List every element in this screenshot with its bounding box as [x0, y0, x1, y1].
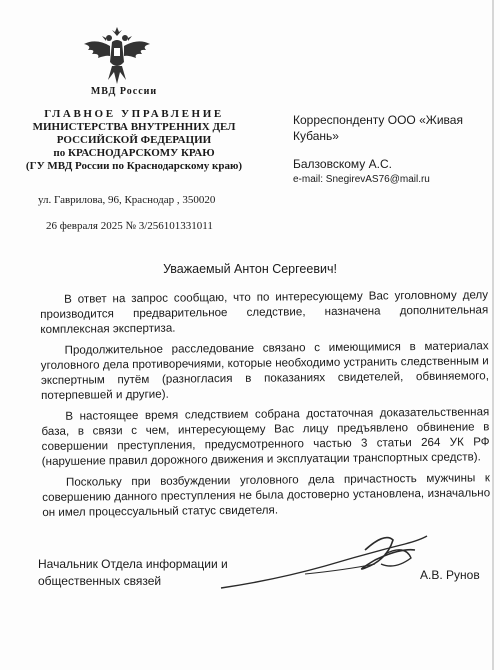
- org-line: (ГУ МВД России по Краснодарскому краю): [25, 160, 243, 172]
- recipient-name: Балзовскому А.С.: [293, 157, 392, 171]
- body-paragraph: В ответ на запрос сообщаю, что по интересующему Вас уголовному делу производится предварительное следствие, назначена дополнительная комплексная экспертиза.: [40, 288, 489, 336]
- body-paragraph: Поскольку при возбуждении уголовного дела причастность мужчины к совершению данного преступления не была достоверно установлена, изначально он имел процессуальный статус свидетеля.: [42, 471, 491, 519]
- page-edge-divider: [492, 0, 494, 670]
- org-address: ул. Гаврилова, 96, Краснодар , 350020: [38, 194, 216, 206]
- letter-greeting: Уважаемый Антон Сергеевич!: [163, 262, 337, 276]
- double-headed-eagle-emblem-icon: [82, 26, 152, 88]
- body-paragraph: Продолжительное расследование связано с имеющимися в материалах уголовного дела противоречиями, которые необходимо устранить следственным и экспертным путём (разногласия в показаниях свидетелей, обвиняемого, потерпевшей и другие).: [40, 339, 489, 402]
- signatory-position: [38, 556, 228, 590]
- org-line: РОССИЙСКОЙ ФЕДЕРАЦИИ: [56, 134, 212, 146]
- org-line: ГЛАВНОЕ УПРАВЛЕНИЕ: [44, 108, 224, 120]
- letter-body: [40, 287, 490, 526]
- body-paragraph: В настоящее время следствием собрана достаточная доказательственная база, в связи с чем, интересующему Вас лицу предъявлено обвинение в совершении преступления, предусмотренного частью 3 статьи 264 УК РФ (нарушение правил дорожного движения и эксплуатации транспортных средств).: [41, 405, 490, 468]
- position-line: Начальник Отдела информации и: [38, 557, 228, 571]
- recipient-line: Кубань»: [293, 129, 339, 143]
- document-date-number: 26 февраля 2025 № 3/256101331011: [46, 220, 213, 232]
- recipient-email: e-mail: SnegirevAS76@mail.ru: [293, 174, 430, 185]
- position-line: общественных связей: [38, 574, 162, 588]
- agency-name: МВД России: [90, 86, 158, 97]
- recipient-block: [293, 112, 493, 188]
- recipient-line: Корреспонденту ООО «Живая: [293, 113, 463, 127]
- handwritten-signature-icon: [215, 530, 435, 600]
- org-line: МИНИСТЕРСТВА ВНУТРЕННИХ ДЕЛ: [32, 121, 236, 133]
- signatory-name: А.В. Рунов: [420, 568, 480, 582]
- organization-block: [14, 108, 254, 173]
- org-line: по КРАСНОДАРСКОМУ КРАЮ: [53, 147, 215, 159]
